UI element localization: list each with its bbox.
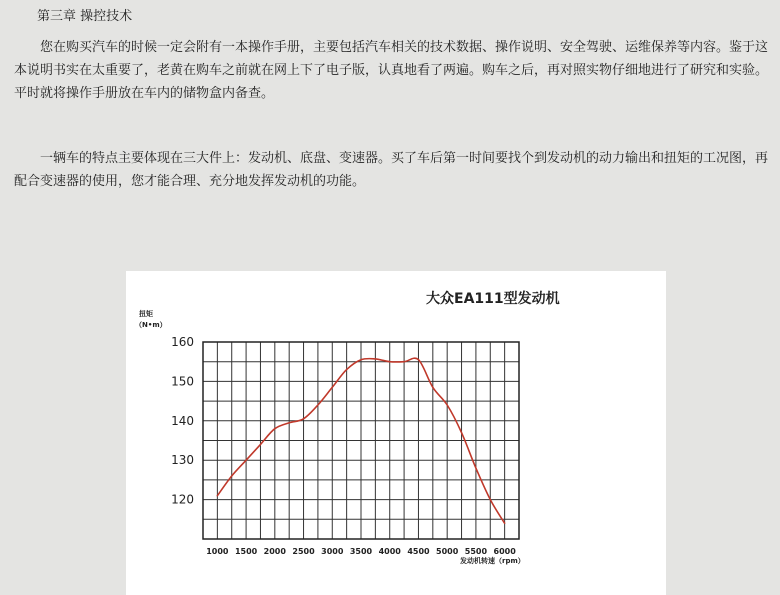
x-tick-label-2000: 2000 [263,547,286,556]
engine-torque-figure [126,271,666,595]
x-tick-label-1000: 1000 [206,547,229,556]
chapter-title: 第三章 操控技术 [37,9,133,24]
paragraph-2: 一辆车的特点主要体现在三大件上：发动机、底盘、变速器。买了车后第一时间要找个到发动机的动力输出和扭矩的工况图，再配合变速器的使用，您才能合理、充分地发挥发动机的功能。 [14,151,769,189]
x-tick-label-5500: 5500 [464,547,488,556]
y-tick-labels [171,335,194,507]
torque-chart [126,271,666,595]
paragraph-1: 您在购买汽车的时候一定会附有一本操作手册，主要包括汽车相关的技术数据、操作说明、安全驾驶、运维保养等内容。鉴于这本说明书实在太重要了，老黄在购车之前就在网上下了电子版，认真地看了两遍。购车之后，再对照实物仔细地进行了研究和实验。平时就将操作手册放在车内的储物盒内备查。 [14,40,769,101]
x-tick-label-2500: 2500 [292,547,315,556]
y-axis-label: 扭矩 [139,310,153,318]
x-tick-label-6000: 6000 [493,547,516,556]
y-tick-label-160: 160 [171,335,194,349]
x-tick-label-3500: 3500 [349,547,373,556]
y-tick-label-150: 150 [171,374,194,389]
x-tick-label-3000: 3000 [321,547,344,556]
y-tick-label-130: 130 [171,453,194,468]
x-tick-labels [206,547,516,556]
x-tick-label-1500: 1500 [234,547,258,556]
chart-grid [203,342,519,539]
chart-title: 大众EA111型发动机 [426,291,560,307]
x-axis-label: 发动机转速（rpm） [460,557,525,565]
x-tick-label-5000: 5000 [436,547,459,556]
x-tick-label-4500: 4500 [407,547,430,556]
y-tick-label-140: 140 [171,413,194,428]
y-axis-unit: （N•m） [135,321,167,329]
y-tick-label-120: 120 [171,492,194,507]
x-tick-label-4000: 4000 [378,547,401,556]
